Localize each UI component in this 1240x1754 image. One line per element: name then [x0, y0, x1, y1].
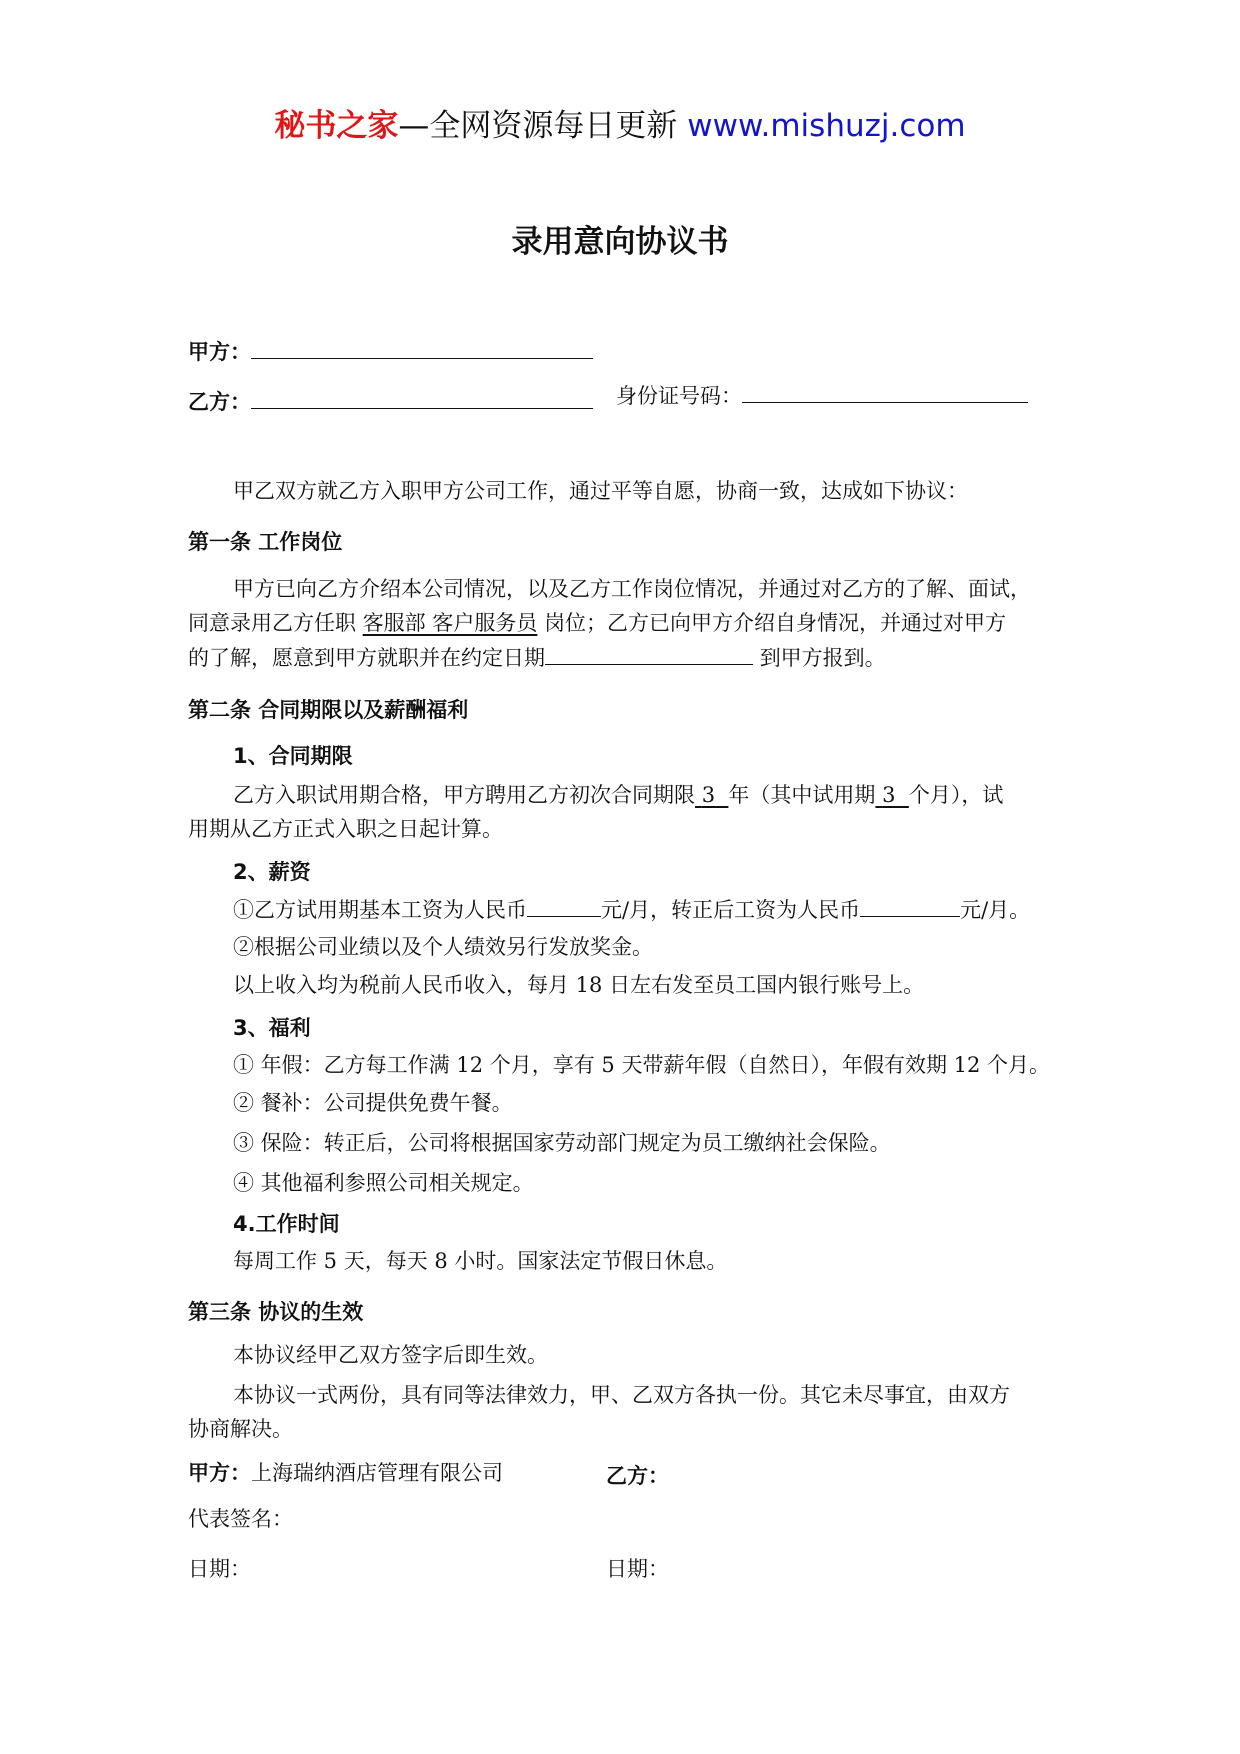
term-line1-c: 个月），试	[908, 783, 1004, 807]
banner-brand: 秘书之家	[274, 108, 399, 144]
site-banner	[0, 100, 1240, 145]
report-date-blank[interactable]	[545, 640, 753, 665]
signature-party-a-label: 甲方：	[188, 1461, 251, 1485]
article1-line1: 甲方已向乙方介绍本公司情况，以及乙方工作岗位情况，并通过对乙方的了解、面试，	[233, 577, 1031, 601]
salary-line2: ②根据公司业绩以及个人绩效另行发放奖金。	[233, 935, 653, 959]
hours-line: 每周工作 5 天，每天 8 小时。国家法定节假日休息。	[233, 1249, 728, 1273]
regular-salary-blank[interactable]	[860, 892, 960, 917]
signature-date-b: 日期：	[606, 1557, 669, 1581]
salary-heading: 2、薪资	[233, 860, 311, 884]
party-b-row	[188, 384, 593, 416]
benefit-item: ③ 保险：转正后，公司将根据国家劳动部门规定为员工缴纳社会保险。	[233, 1131, 891, 1155]
article3-line3: 协商解决。	[188, 1417, 293, 1441]
party-a-blank[interactable]	[251, 334, 593, 359]
representative-signature-label: 代表签名：	[188, 1507, 293, 1531]
salary-line1-a: ①乙方试用期基本工资为人民币	[233, 898, 527, 922]
party-a-label: 甲方：	[188, 340, 251, 364]
party-a-row	[188, 334, 593, 366]
banner-tagline: —全网资源每日更新	[398, 108, 678, 144]
signature-party-b-label: 乙方：	[606, 1464, 669, 1488]
term-line2: 用期从乙方正式入职之日起计算。	[188, 817, 503, 841]
contract-years-value: 3	[701, 783, 716, 807]
article3-line1: 本协议经甲乙双方签字后即生效。	[233, 1343, 548, 1367]
party-b-blank[interactable]	[251, 384, 593, 409]
article1-line2	[188, 606, 1006, 640]
article3-heading: 第三条 协议的生效	[188, 1300, 364, 1324]
article1-line2-post: 岗位；乙方已向甲方介绍自身情况，并通过对甲方	[544, 611, 1007, 635]
probation-months-value: 3	[882, 783, 896, 807]
probation-salary-blank[interactable]	[527, 892, 601, 917]
article1-line3	[188, 640, 886, 675]
article3-line2: 本协议一式两份，具有同等法律效力，甲、乙双方各执一份。其它未尽事宜，由双方	[233, 1383, 1010, 1407]
article2-heading: 第二条 合同期限以及薪酬福利	[188, 698, 469, 722]
article1-line2-pre: 同意录用乙方任职	[188, 611, 356, 635]
term-line1-b: 年（其中试用期	[728, 783, 876, 807]
banner-url-link[interactable]: www.mishuzj.com	[687, 108, 966, 144]
salary-line1	[233, 892, 1030, 927]
signature-party-a	[188, 1456, 503, 1490]
intro-paragraph: 甲乙双方就乙方入职甲方公司工作，通过平等自愿，协商一致，达成如下协议：	[233, 479, 968, 503]
signature-party-a-name: 上海瑞纳酒店管理有限公司	[251, 1461, 503, 1485]
position-value: 客服部 客户服务员	[362, 611, 538, 635]
id-number-label: 身份证号码：	[616, 384, 742, 408]
document-title: 录用意向协议书	[511, 224, 729, 260]
term-heading: 1、合同期限	[233, 744, 353, 768]
term-line1-a: 乙方入职试用期合格，甲方聘用乙方初次合同期限	[233, 783, 695, 807]
salary-line1-c: 元/月。	[960, 898, 1031, 922]
benefit-item: ① 年假：乙方每工作满 12 个月，享有 5 天带薪年假（自然日），年假有效期 12 个月。	[233, 1053, 1051, 1077]
article1-heading: 第一条 工作岗位	[188, 530, 343, 554]
hours-heading: 4.工作时间	[233, 1212, 340, 1236]
id-number-blank[interactable]	[742, 378, 1028, 403]
signature-date-a: 日期：	[188, 1557, 251, 1581]
article1-line3-post: 到甲方报到。	[759, 646, 886, 670]
party-b-label: 乙方：	[188, 390, 251, 414]
benefit-item: ② 餐补：公司提供免费午餐。	[233, 1091, 513, 1115]
benefit-item: ④ 其他福利参照公司相关规定。	[233, 1171, 534, 1195]
salary-line1-b: 元/月，转正后工资为人民币	[601, 898, 861, 922]
benefits-heading: 3、福利	[233, 1016, 311, 1040]
id-number-row	[616, 378, 1028, 413]
article1-line3-pre: 的了解，愿意到甲方就职并在约定日期	[188, 646, 545, 670]
salary-line3: 以上收入均为税前人民币收入，每月 18 日左右发至员工国内银行账号上。	[233, 973, 925, 997]
term-line1	[233, 778, 1003, 812]
